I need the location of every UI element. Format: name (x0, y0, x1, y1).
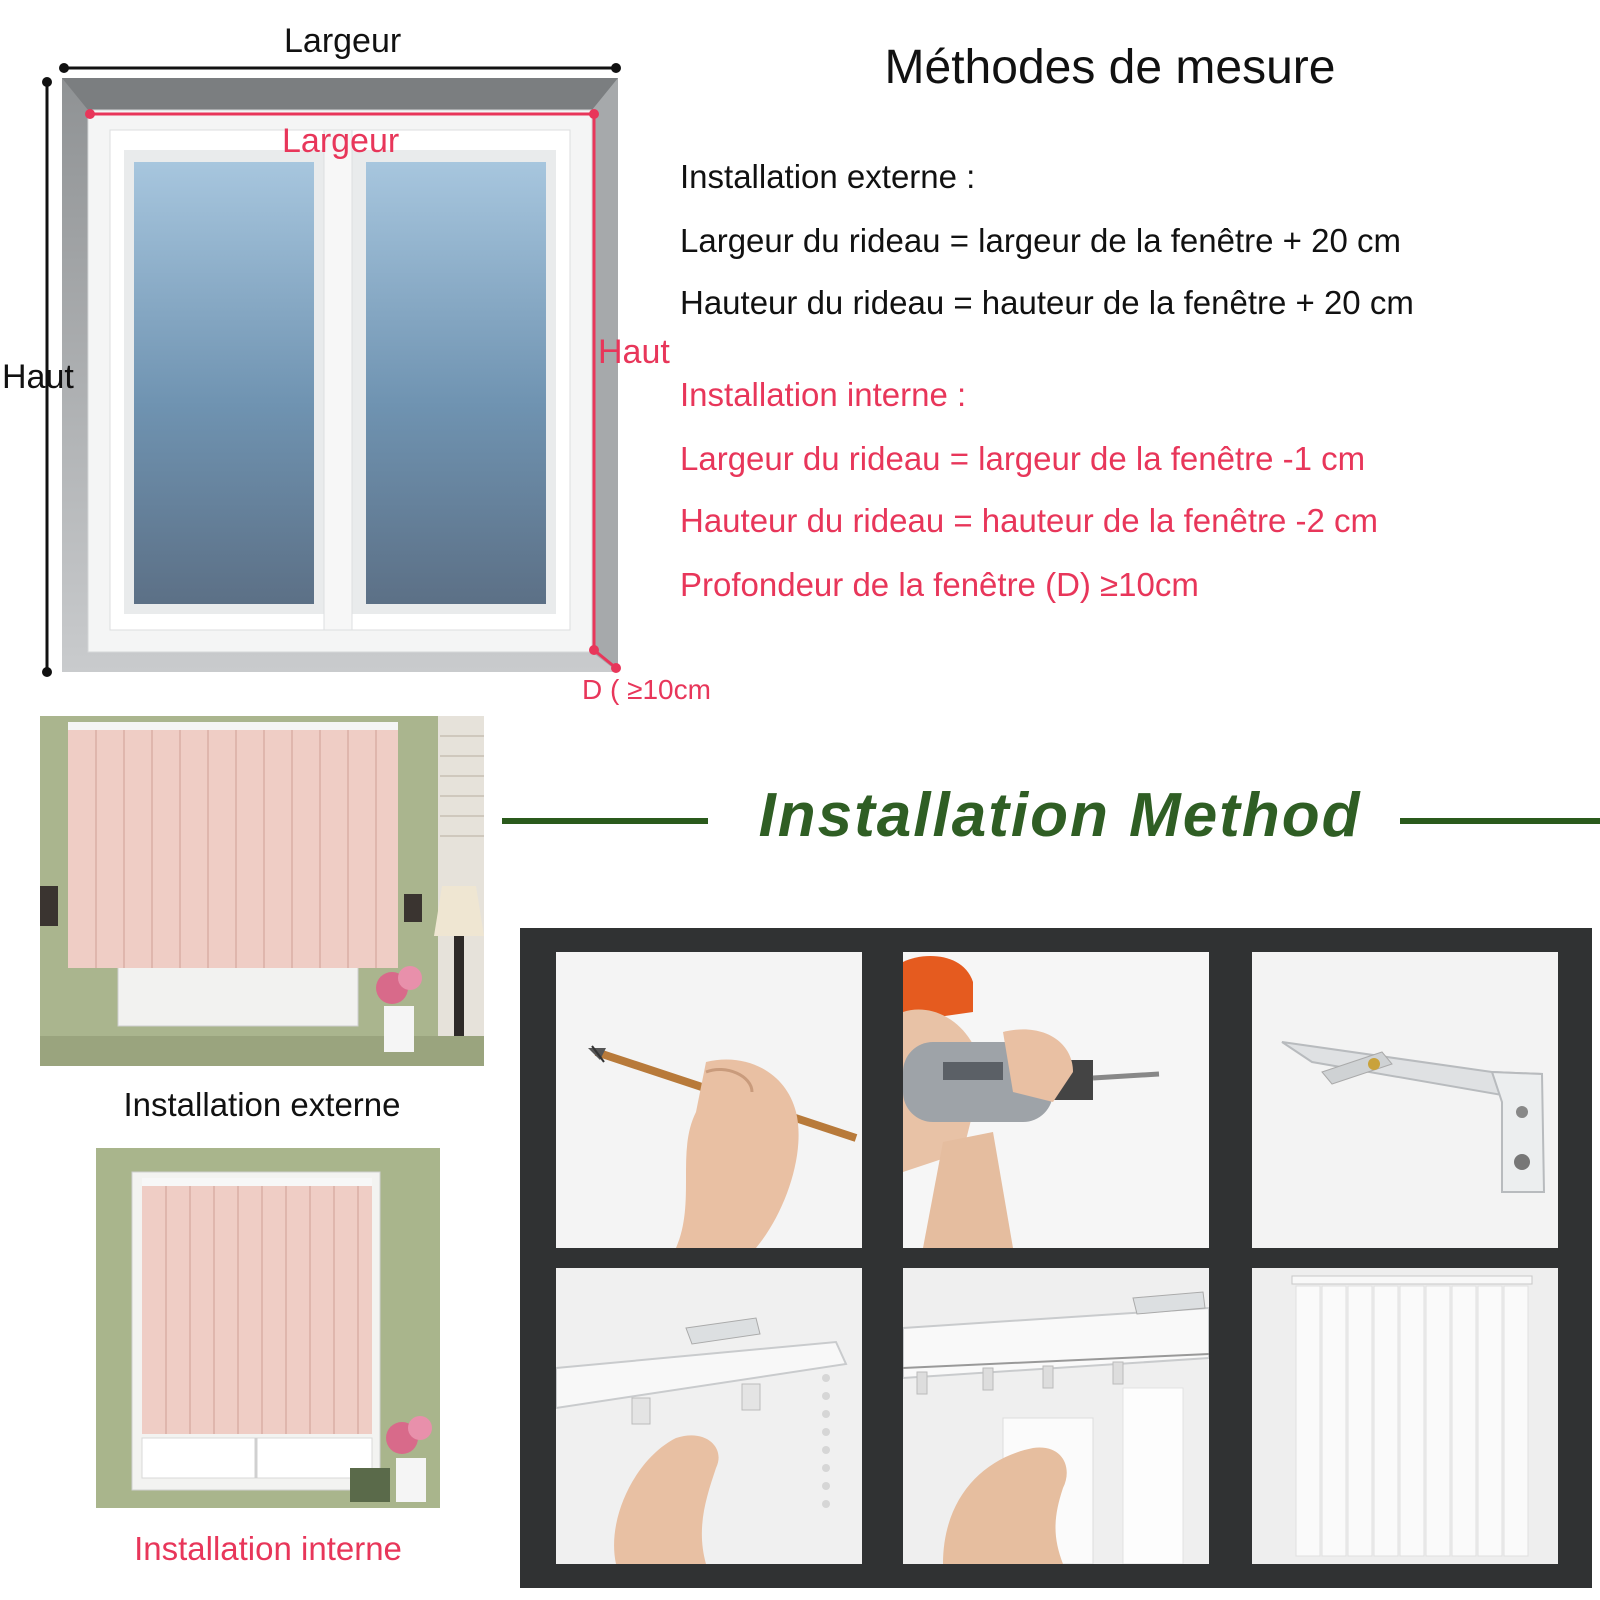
external-width-rule: Largeur du rideau = largeur de la fenêtre + 20 cm (680, 222, 1401, 259)
internal-height-rule: Hauteur du rideau = hauteur de la fenêtre -2 cm (680, 502, 1379, 539)
window-pane-right (366, 162, 546, 604)
pencil-marking-icon (556, 952, 862, 1248)
measure-title: Méthodes de mesure (884, 41, 1336, 94)
internal-caption: Installation interne (134, 1530, 402, 1567)
bracket-icon (1252, 952, 1558, 1248)
internal-width-rule: Largeur du rideau = largeur de la fenêtre -1 cm (680, 440, 1366, 477)
installation-method-title: Installation Method (758, 781, 1362, 850)
outer-height-label: Haut (2, 358, 74, 396)
inner-height-label: Haut (598, 333, 670, 371)
drill-icon (903, 952, 1209, 1248)
internal-depth-rule: Profondeur de la fenêtre (D) ≥10cm (680, 566, 1199, 603)
external-caption: Installation externe (123, 1086, 401, 1123)
finished-blind-icon (1252, 1268, 1558, 1564)
step-drill-holes (903, 952, 1209, 1248)
step-hang-slats (903, 1268, 1209, 1564)
window-pane-left (134, 162, 314, 604)
slat-hook-icon (903, 1268, 1209, 1564)
rail-clip-icon (556, 1268, 862, 1564)
step-finished-blind (1252, 1268, 1558, 1564)
step-fix-bracket (1252, 952, 1558, 1248)
heading-bar-left (502, 818, 708, 824)
internal-installation-photo (96, 1148, 440, 1508)
depth-label: D ( ≥10cm (582, 674, 711, 705)
external-heading: Installation externe : (680, 158, 976, 195)
step-attach-rail (556, 1268, 862, 1564)
external-installation-photo (40, 716, 484, 1066)
heading-bar-right (1400, 818, 1600, 824)
outer-width-label: Largeur (284, 22, 402, 60)
step-mark-position (556, 952, 862, 1248)
installation-steps-grid (520, 928, 1592, 1588)
external-height-rule: Hauteur du rideau = hauteur de la fenêtre + 20 cm (680, 284, 1414, 321)
internal-heading: Installation interne : (680, 376, 967, 413)
inner-width-label: Largeur (282, 122, 400, 160)
